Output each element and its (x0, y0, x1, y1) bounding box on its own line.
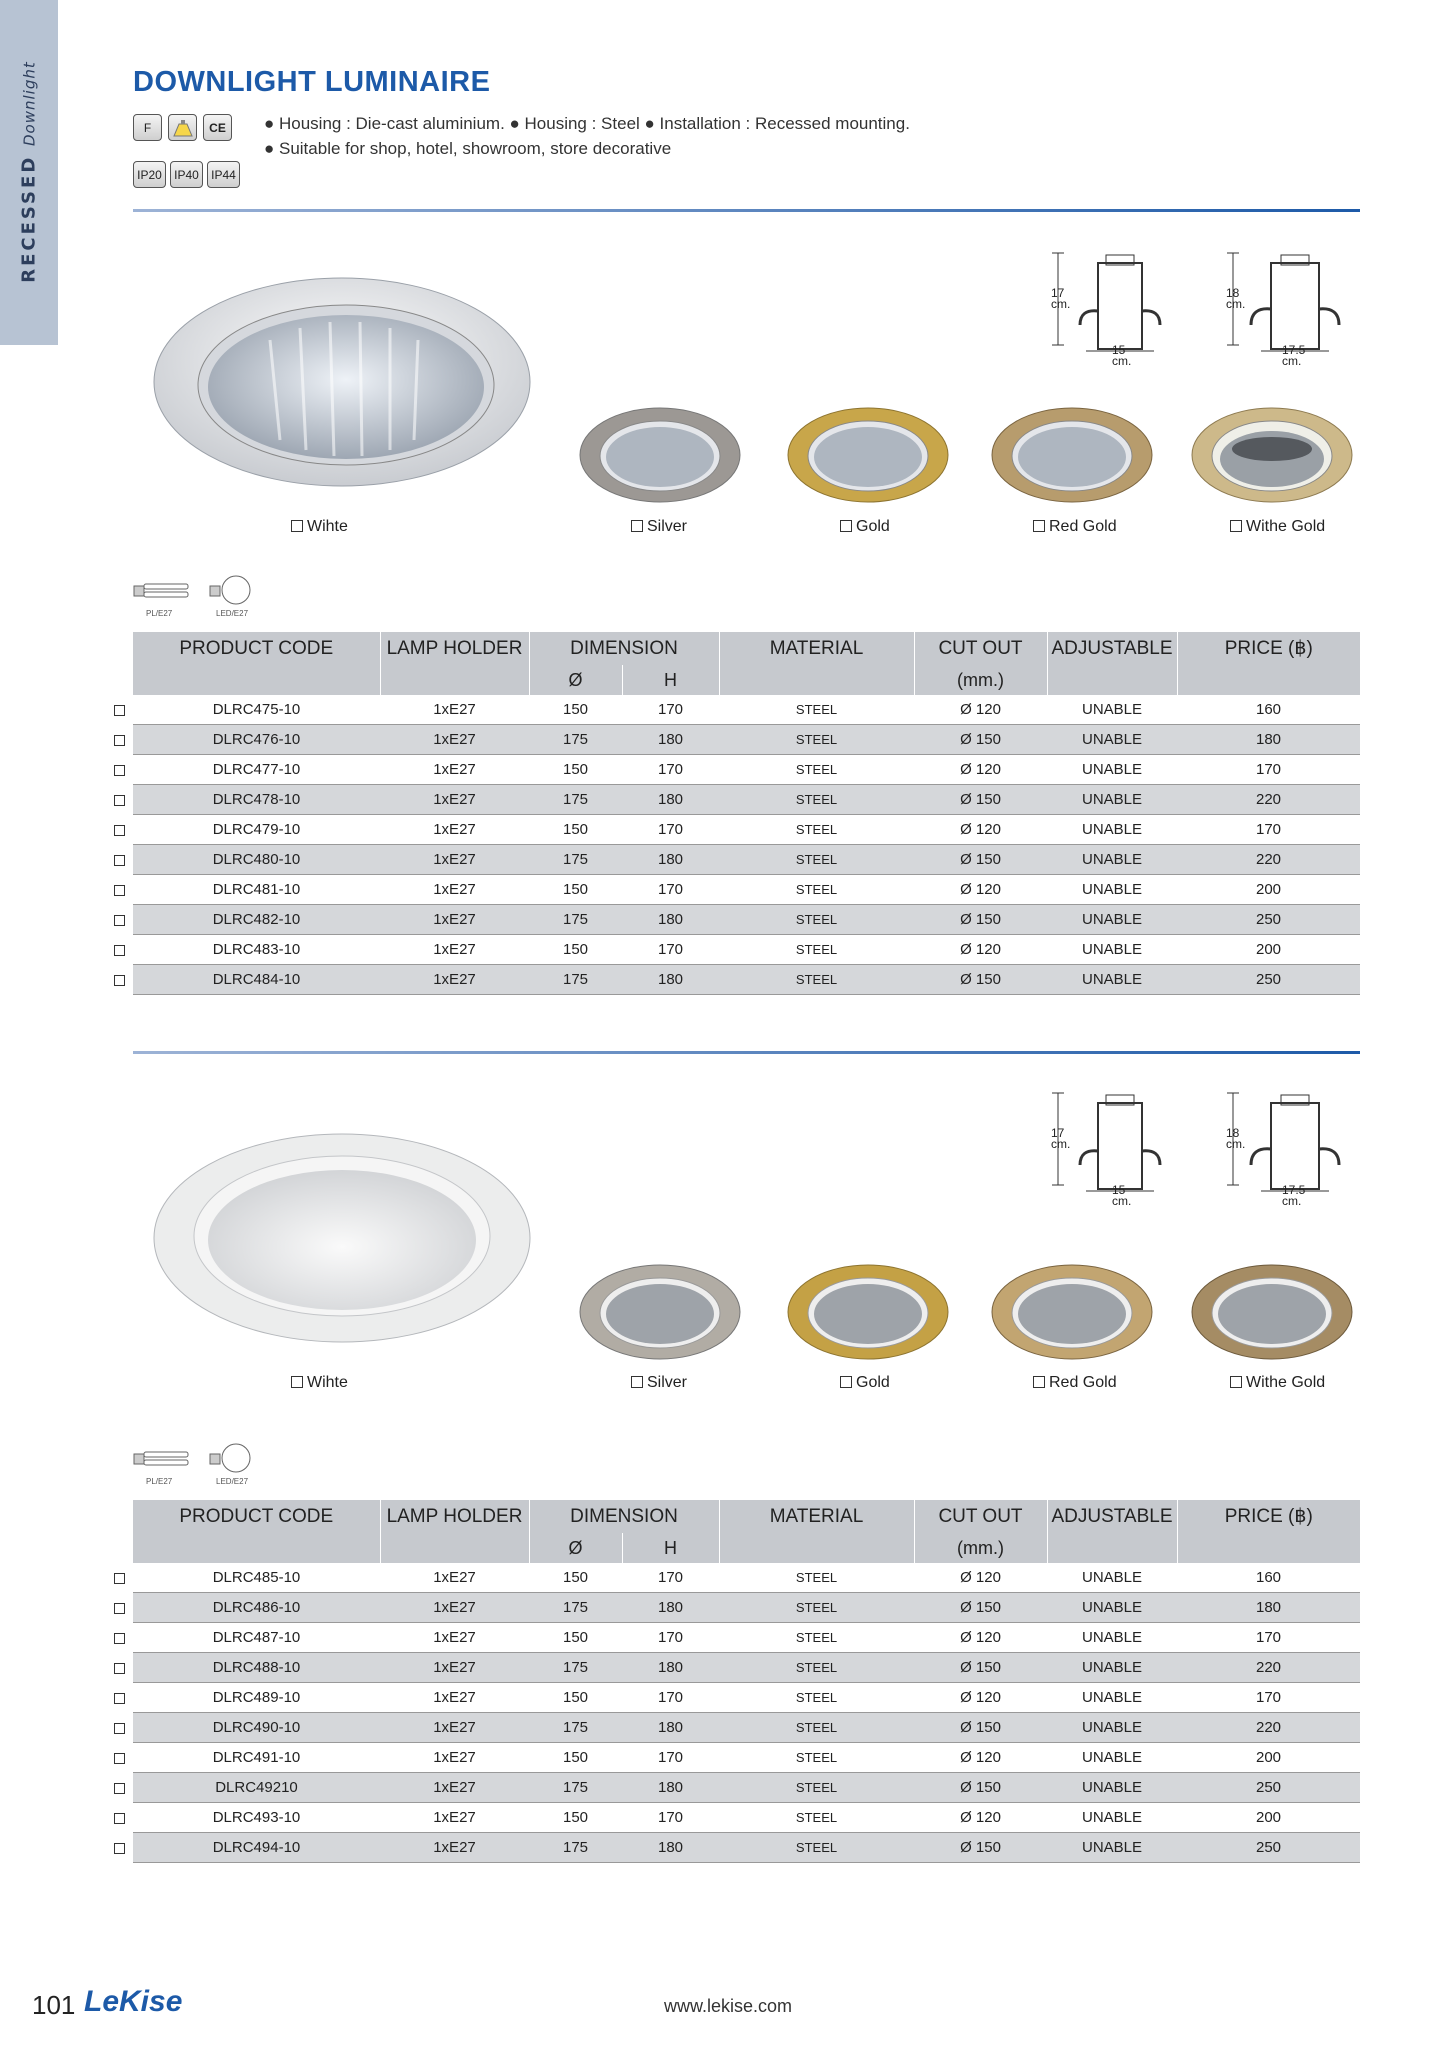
lamp-label-pl: PL/E27 (146, 609, 173, 618)
f-mark-badge: F (133, 114, 162, 141)
header-dimension: DIMENSION (529, 632, 719, 665)
adjustable-cell: UNABLE (1047, 1563, 1177, 1593)
lamp-holder-cell: 1xE27 (380, 845, 529, 875)
adjustable-cell: UNABLE (1047, 785, 1177, 815)
table-row (133, 1743, 1360, 1773)
cut-out-cell: Ø 150 (914, 785, 1047, 815)
header-cut-out: CUT OUT (914, 1500, 1047, 1533)
material-cell: STEEL (719, 905, 914, 935)
product-photo-gold-cone (786, 1262, 950, 1362)
product-photo-white-gold-cone (1190, 1262, 1354, 1362)
lamp-label-led: LED/E27 (216, 1477, 249, 1486)
product-photo-red-gold-cone (990, 1262, 1154, 1362)
section-divider (133, 209, 1360, 212)
checkbox-icon (631, 520, 643, 532)
adjustable-cell: UNABLE (1047, 1683, 1177, 1713)
height-cell: 180 (622, 725, 719, 755)
height-cell: 180 (622, 845, 719, 875)
lamp-holder-cell: 1xE27 (380, 1803, 529, 1833)
finish-option-silver[interactable]: Silver (631, 518, 687, 536)
material-cell: STEEL (719, 935, 914, 965)
finish-option-white-gold[interactable]: Withe Gold (1230, 1374, 1325, 1392)
row-checkbox[interactable] (114, 825, 125, 836)
header-material: MATERIAL (719, 1500, 914, 1533)
height-cell: 170 (622, 1743, 719, 1773)
cut-out-cell: Ø 120 (914, 1683, 1047, 1713)
lamp-label-pl: PL/E27 (146, 1477, 173, 1486)
price-cell: 170 (1177, 1623, 1360, 1653)
row-checkbox[interactable] (114, 945, 125, 956)
diameter-cell: 150 (529, 875, 622, 905)
lamp-badge (168, 114, 197, 141)
height-cell: 170 (622, 695, 719, 725)
diameter-cell: 175 (529, 1833, 622, 1863)
material-cell: STEEL (719, 1653, 914, 1683)
row-checkbox[interactable] (114, 1753, 125, 1764)
material-cell: STEEL (719, 815, 914, 845)
section-divider (133, 1051, 1360, 1054)
diameter-cell: 150 (529, 935, 622, 965)
price-cell: 170 (1177, 1683, 1360, 1713)
lamp-holder-cell: 1xE27 (380, 1593, 529, 1623)
price-cell: 180 (1177, 1593, 1360, 1623)
material-cell: STEEL (719, 845, 914, 875)
product-code-cell: DLRC483-10 (133, 935, 380, 965)
height-cell: 180 (622, 1653, 719, 1683)
material-cell: STEEL (719, 785, 914, 815)
header-diameter: Ø (529, 1533, 622, 1563)
cut-out-cell: Ø 120 (914, 1743, 1047, 1773)
product-photo-gold (786, 405, 950, 505)
material-cell: STEEL (719, 695, 914, 725)
header-adjustable: ADJUSTABLE (1047, 1500, 1177, 1533)
product-photo-white-gold (1190, 405, 1354, 505)
product-code-cell: DLRC494-10 (133, 1833, 380, 1863)
material-cell: STEEL (719, 1713, 914, 1743)
lamp-holder-cell: 1xE27 (380, 1773, 529, 1803)
row-checkbox[interactable] (114, 915, 125, 926)
adjustable-cell: UNABLE (1047, 1743, 1177, 1773)
lamp-holder-cell: 1xE27 (380, 1563, 529, 1593)
row-checkbox[interactable] (114, 1693, 125, 1704)
diameter-cell: 175 (529, 785, 622, 815)
adjustable-cell: UNABLE (1047, 845, 1177, 875)
cut-out-cell: Ø 150 (914, 725, 1047, 755)
product-code-cell: DLRC485-10 (133, 1563, 380, 1593)
product-photo-silver-cone (578, 1262, 742, 1362)
table-row (133, 1653, 1360, 1683)
product-code-cell: DLRC475-10 (133, 695, 380, 725)
row-checkbox[interactable] (114, 795, 125, 806)
finish-option-white[interactable]: Wihte (291, 1374, 348, 1392)
product-code-cell: DLRC476-10 (133, 725, 380, 755)
row-checkbox[interactable] (114, 1633, 125, 1644)
price-cell: 160 (1177, 1563, 1360, 1593)
table-row (133, 845, 1360, 875)
page-number: 101 (32, 1990, 76, 2020)
diameter-cell: 175 (529, 1773, 622, 1803)
product-code-cell: DLRC493-10 (133, 1803, 380, 1833)
diameter-cell: 175 (529, 1593, 622, 1623)
dim-b-height: 18 cm. (1226, 1126, 1246, 1151)
diameter-cell: 175 (529, 965, 622, 995)
lamp-holder-cell: 1xE27 (380, 1683, 529, 1713)
height-cell: 170 (622, 935, 719, 965)
finish-option-gold[interactable]: Gold (840, 518, 890, 536)
finish-option-white-gold[interactable]: Withe Gold (1230, 518, 1325, 536)
material-cell: STEEL (719, 755, 914, 785)
header-dimension: DIMENSION (529, 1500, 719, 1533)
bullet-line: ● Suitable for shop, hotel, showroom, store decorative (264, 139, 672, 158)
header-mm: (mm.) (914, 1533, 1047, 1563)
product-code-cell: DLRC490-10 (133, 1713, 380, 1743)
price-cell: 200 (1177, 875, 1360, 905)
adjustable-cell: UNABLE (1047, 1713, 1177, 1743)
height-cell: 170 (622, 755, 719, 785)
website-link[interactable]: www.lekise.com (664, 1996, 793, 2016)
diameter-cell: 150 (529, 695, 622, 725)
product-code-cell: DLRC489-10 (133, 1683, 380, 1713)
table-row (133, 815, 1360, 845)
lamp-holder-cell: 1xE27 (380, 875, 529, 905)
checkbox-icon (1033, 520, 1045, 532)
ip20-badge: IP20 (133, 161, 166, 188)
adjustable-cell: UNABLE (1047, 905, 1177, 935)
material-cell: STEEL (719, 1833, 914, 1863)
cut-out-cell: Ø 150 (914, 845, 1047, 875)
table-row (133, 965, 1360, 995)
checkbox-icon (291, 520, 303, 532)
lamp-holder-cell: 1xE27 (380, 815, 529, 845)
product-photo-white-cone (150, 1128, 535, 1348)
bullet-line: ● Housing : Die-cast aluminium. ● Housing : Steel ● Installation : Recessed mounting. (264, 114, 910, 133)
cut-out-cell: Ø 120 (914, 875, 1047, 905)
dim-a-width: 15 cm. (1112, 343, 1132, 368)
dim-a-height: 17 cm. (1051, 1126, 1071, 1151)
cut-out-cell: Ø 150 (914, 1593, 1047, 1623)
diameter-cell: 150 (529, 1623, 622, 1653)
cut-out-cell: Ø 120 (914, 1623, 1047, 1653)
diameter-cell: 175 (529, 725, 622, 755)
cut-out-cell: Ø 150 (914, 905, 1047, 935)
price-cell: 200 (1177, 935, 1360, 965)
material-cell: STEEL (719, 1773, 914, 1803)
adjustable-cell: UNABLE (1047, 755, 1177, 785)
adjustable-cell: UNABLE (1047, 1623, 1177, 1653)
dim-a-height: 17 cm. (1051, 286, 1071, 311)
checkbox-icon (840, 1376, 852, 1388)
product-code-cell: DLRC484-10 (133, 965, 380, 995)
row-checkbox[interactable] (114, 1603, 125, 1614)
cut-out-cell: Ø 150 (914, 1713, 1047, 1743)
table-row (133, 1623, 1360, 1653)
diameter-cell: 175 (529, 905, 622, 935)
lightbulb-icon (172, 118, 194, 138)
price-cell: 220 (1177, 845, 1360, 875)
lamp-holder-cell: 1xE27 (380, 935, 529, 965)
checkbox-icon (1033, 1376, 1045, 1388)
price-cell: 250 (1177, 1833, 1360, 1863)
height-cell: 170 (622, 875, 719, 905)
table-row (133, 1563, 1360, 1593)
height-cell: 180 (622, 1593, 719, 1623)
row-checkbox[interactable] (114, 1843, 125, 1854)
diameter-cell: 150 (529, 1803, 622, 1833)
product-code-cell: DLRC486-10 (133, 1593, 380, 1623)
row-checkbox[interactable] (114, 705, 125, 716)
adjustable-cell: UNABLE (1047, 965, 1177, 995)
lamp-holder-cell: 1xE27 (380, 905, 529, 935)
product-code-cell: DLRC480-10 (133, 845, 380, 875)
header-price: PRICE (฿) (1177, 632, 1360, 665)
diameter-cell: 150 (529, 1683, 622, 1713)
checkbox-icon (631, 1376, 643, 1388)
dim-a-width: 15 cm. (1112, 1183, 1132, 1208)
lamp-holder-cell: 1xE27 (380, 755, 529, 785)
price-cell: 200 (1177, 1743, 1360, 1773)
product-code-cell: DLRC478-10 (133, 785, 380, 815)
checkbox-icon (291, 1376, 303, 1388)
height-cell: 170 (622, 1803, 719, 1833)
checkbox-icon (1230, 520, 1242, 532)
cut-out-cell: Ø 120 (914, 695, 1047, 725)
table-row (133, 1713, 1360, 1743)
adjustable-cell: UNABLE (1047, 1653, 1177, 1683)
cut-out-cell: Ø 120 (914, 815, 1047, 845)
height-cell: 170 (622, 1623, 719, 1653)
table-row (133, 875, 1360, 905)
adjustable-cell: UNABLE (1047, 935, 1177, 965)
table-row (133, 1593, 1360, 1623)
lamp-holder-cell: 1xE27 (380, 725, 529, 755)
product-code-cell: DLRC488-10 (133, 1653, 380, 1683)
table-row (133, 725, 1360, 755)
header-lamp-holder: LAMP HOLDER (380, 1500, 529, 1533)
height-cell: 170 (622, 1683, 719, 1713)
header-product-code: PRODUCT CODE (133, 1500, 380, 1533)
spec-table-2 (133, 1500, 1360, 1863)
price-cell: 170 (1177, 815, 1360, 845)
ip44-badge: IP44 (207, 161, 240, 188)
feature-bullets (264, 111, 910, 161)
finish-option-silver[interactable]: Silver (631, 1374, 687, 1392)
diameter-cell: 150 (529, 815, 622, 845)
product-photo-red-gold (990, 405, 1154, 505)
header-height: H (622, 1533, 719, 1563)
header-price: PRICE (฿) (1177, 1500, 1360, 1533)
row-checkbox[interactable] (114, 1723, 125, 1734)
height-cell: 180 (622, 905, 719, 935)
product-code-cell: DLRC477-10 (133, 755, 380, 785)
price-cell: 220 (1177, 1653, 1360, 1683)
table-row (133, 1803, 1360, 1833)
side-tab-label: RECESSED Downlight (18, 61, 40, 283)
product-code-cell: DLRC49210 (133, 1773, 380, 1803)
adjustable-cell: UNABLE (1047, 1773, 1177, 1803)
cut-out-cell: Ø 150 (914, 965, 1047, 995)
cut-out-cell: Ø 120 (914, 1563, 1047, 1593)
finish-option-red-gold[interactable]: Red Gold (1033, 1374, 1117, 1392)
table-row (133, 1683, 1360, 1713)
finish-option-red-gold[interactable]: Red Gold (1033, 518, 1117, 536)
price-cell: 250 (1177, 905, 1360, 935)
product-code-cell: DLRC482-10 (133, 905, 380, 935)
height-cell: 180 (622, 1833, 719, 1863)
lamp-label-led: LED/E27 (216, 609, 249, 618)
product-code-cell: DLRC491-10 (133, 1743, 380, 1773)
table-row (133, 1773, 1360, 1803)
material-cell: STEEL (719, 725, 914, 755)
dim-b-height: 18 cm. (1226, 286, 1246, 311)
adjustable-cell: UNABLE (1047, 1593, 1177, 1623)
product-photo-silver (578, 405, 742, 505)
material-cell: STEEL (719, 1563, 914, 1593)
height-cell: 180 (622, 965, 719, 995)
lamp-holder-cell: 1xE27 (380, 1623, 529, 1653)
row-checkbox[interactable] (114, 1573, 125, 1584)
checkbox-icon (1230, 1376, 1242, 1388)
material-cell: STEEL (719, 965, 914, 995)
lamp-holder-cell: 1xE27 (380, 965, 529, 995)
diameter-cell: 175 (529, 1713, 622, 1743)
checkbox-icon (840, 520, 852, 532)
price-cell: 250 (1177, 965, 1360, 995)
header-lamp-holder: LAMP HOLDER (380, 632, 529, 665)
height-cell: 170 (622, 815, 719, 845)
header-diameter: Ø (529, 665, 622, 695)
height-cell: 170 (622, 1563, 719, 1593)
cut-out-cell: Ø 150 (914, 1653, 1047, 1683)
table-row (133, 1833, 1360, 1863)
cut-out-cell: Ø 120 (914, 755, 1047, 785)
material-cell: STEEL (719, 1743, 914, 1773)
lamp-type-icons (130, 572, 270, 620)
side-category-tab (0, 0, 58, 345)
row-checkbox[interactable] (114, 1813, 125, 1824)
header-mm: (mm.) (914, 665, 1047, 695)
material-cell: STEEL (719, 1623, 914, 1653)
dim-b-width: 17.5 cm. (1282, 343, 1306, 368)
row-checkbox[interactable] (114, 885, 125, 896)
price-cell: 250 (1177, 1773, 1360, 1803)
material-cell: STEEL (719, 1683, 914, 1713)
material-cell: STEEL (719, 1593, 914, 1623)
price-cell: 170 (1177, 755, 1360, 785)
diameter-cell: 150 (529, 755, 622, 785)
cut-out-cell: Ø 120 (914, 935, 1047, 965)
adjustable-cell: UNABLE (1047, 725, 1177, 755)
table-row (133, 905, 1360, 935)
header-material: MATERIAL (719, 632, 914, 665)
brand-logo: LeKise (84, 1985, 183, 2018)
cfl-and-bulb-icon (130, 1440, 270, 1476)
height-cell: 180 (622, 785, 719, 815)
header-height: H (622, 665, 719, 695)
price-cell: 220 (1177, 1713, 1360, 1743)
height-cell: 180 (622, 1713, 719, 1743)
lamp-holder-cell: 1xE27 (380, 1653, 529, 1683)
diameter-cell: 175 (529, 845, 622, 875)
material-cell: STEEL (719, 875, 914, 905)
row-checkbox[interactable] (114, 1783, 125, 1794)
lamp-holder-cell: 1xE27 (380, 1833, 529, 1863)
diameter-cell: 150 (529, 1743, 622, 1773)
table-row (133, 695, 1360, 725)
lamp-holder-cell: 1xE27 (380, 1713, 529, 1743)
row-checkbox[interactable] (114, 735, 125, 746)
cfl-and-bulb-icon (130, 572, 270, 608)
row-checkbox[interactable] (114, 975, 125, 986)
row-checkbox[interactable] (114, 765, 125, 776)
product-photo-white-reflector (150, 270, 535, 490)
price-cell: 180 (1177, 725, 1360, 755)
adjustable-cell: UNABLE (1047, 695, 1177, 725)
product-code-cell: DLRC487-10 (133, 1623, 380, 1653)
adjustable-cell: UNABLE (1047, 815, 1177, 845)
adjustable-cell: UNABLE (1047, 875, 1177, 905)
finish-option-gold[interactable]: Gold (840, 1374, 890, 1392)
lamp-holder-cell: 1xE27 (380, 785, 529, 815)
cut-out-cell: Ø 150 (914, 1773, 1047, 1803)
height-cell: 180 (622, 1773, 719, 1803)
header-product-code: PRODUCT CODE (133, 632, 380, 665)
table-row (133, 755, 1360, 785)
row-checkbox[interactable] (114, 1663, 125, 1674)
ip40-badge: IP40 (170, 161, 203, 188)
lamp-type-icons (130, 1440, 270, 1488)
spec-table-1 (133, 632, 1360, 995)
adjustable-cell: UNABLE (1047, 1833, 1177, 1863)
cut-out-cell: Ø 120 (914, 1803, 1047, 1833)
table-row (133, 935, 1360, 965)
product-code-cell: DLRC479-10 (133, 815, 380, 845)
price-cell: 220 (1177, 785, 1360, 815)
diameter-cell: 175 (529, 1653, 622, 1683)
cut-out-cell: Ø 150 (914, 1833, 1047, 1863)
dim-b-width: 17.5 cm. (1282, 1183, 1306, 1208)
header-adjustable: ADJUSTABLE (1047, 632, 1177, 665)
material-cell: STEEL (719, 1803, 914, 1833)
product-code-cell: DLRC481-10 (133, 875, 380, 905)
lamp-holder-cell: 1xE27 (380, 695, 529, 725)
price-cell: 160 (1177, 695, 1360, 725)
diameter-cell: 150 (529, 1563, 622, 1593)
row-checkbox[interactable] (114, 855, 125, 866)
adjustable-cell: UNABLE (1047, 1803, 1177, 1833)
page-title: DOWNLIGHT LUMINAIRE (133, 66, 491, 98)
price-cell: 200 (1177, 1803, 1360, 1833)
table-row (133, 785, 1360, 815)
ce-mark-badge: CE (203, 114, 232, 141)
header-cut-out: CUT OUT (914, 632, 1047, 665)
lamp-holder-cell: 1xE27 (380, 1743, 529, 1773)
finish-option-white[interactable]: Wihte (291, 518, 348, 536)
